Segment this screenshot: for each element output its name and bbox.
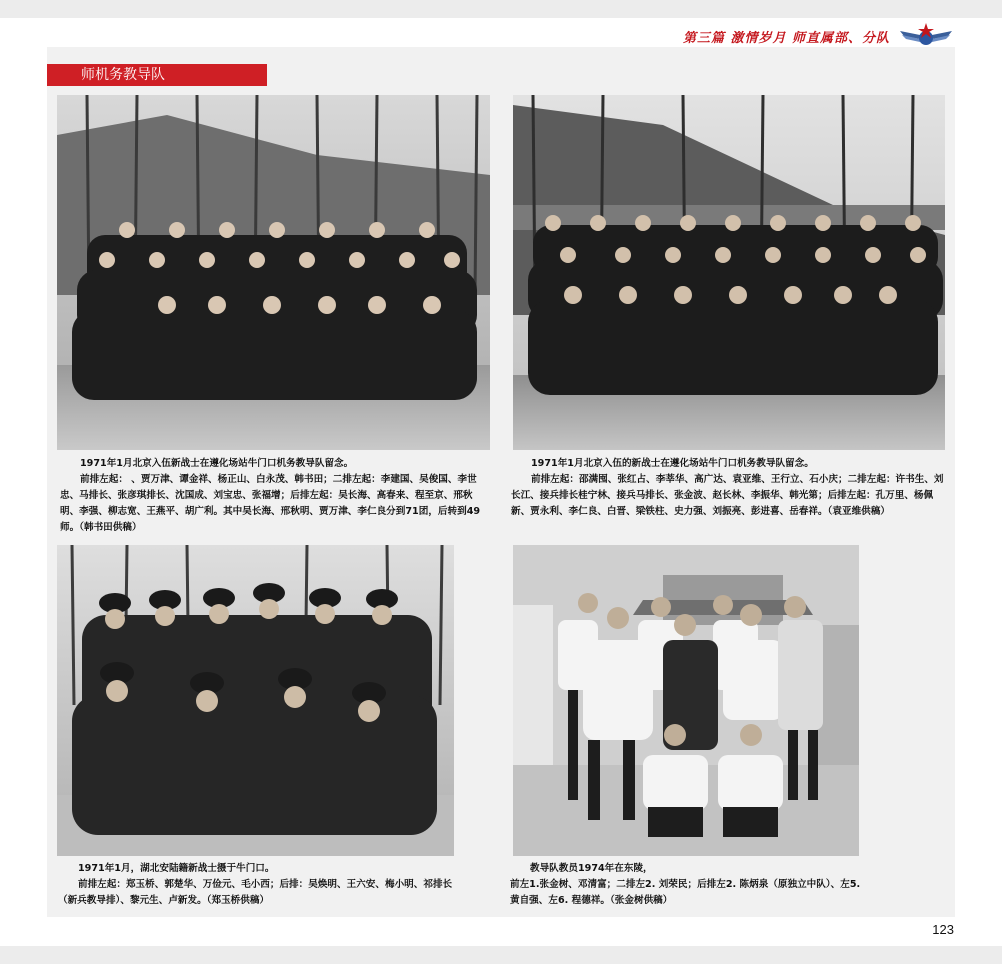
photo-2-caption [511, 456, 947, 520]
photo-1 [57, 95, 490, 450]
photo-2 [513, 95, 945, 450]
chapter-header: 第三篇 激情岁月 师直属部、分队 [682, 31, 890, 46]
section-title: 师机务教导队 [47, 64, 267, 86]
photo-3-caption-body: 前排左起：郑玉桥、郭楚华、万俭元、毛小西；后排：吴焕明、王六安、梅小明、祁排长（新兵教导排）、黎元生、卢新发。（郑玉桥供稿） [58, 879, 453, 906]
photo-4-caption-title: 教导队教员1974年在东陵， [530, 863, 653, 874]
photo-3-caption [58, 861, 458, 909]
photo-4-caption-body: 前左1.张金树、邓清富；二排左2. 刘荣民；后排左2. 陈炳泉（原独立中队）、左5. 黄自强、左6. 程德祥。（张金树供稿） [510, 879, 861, 906]
air-force-emblem-icon [898, 21, 954, 49]
photo-2-caption-title: 1971年1月北京入伍的新战士在遵化场站牛门口机务教导队留念。 [531, 458, 814, 469]
photo-4-caption [510, 861, 862, 909]
page-number: 123 [932, 922, 954, 937]
photo-3-caption-title: 1971年1月，湖北安陆籍新战士摄于牛门口。 [78, 863, 275, 874]
photo-1-caption-title: 1971年1月北京入伍新战士在遵化场站牛门口机务教导队留念。 [80, 458, 354, 469]
photo-3 [57, 545, 454, 856]
photo-2-caption-body: 前排左起：邵满囤、张红占、李莘华、高广达、袁亚维、王行立、石小庆；二排左起：许书生、刘长江、接兵排长桂宁林、接兵马排长、张金波、赵长林、李振华、韩光第；后排左起：孔万里、杨佩新、贾永利、李仁良、白晋、梁铁柱、史力强、刘振亮、彭进喜、岳春祥。（袁亚维供稿） [511, 474, 944, 517]
photo-4 [513, 545, 859, 856]
photo-1-caption [60, 456, 490, 536]
photo-1-caption-body: 前排左起： 、贾万津、谭金祥、杨正山、白永茂、韩书田；二排左起：李建国、吴俊国、李世忠、马排长、张彦琪排长、沈国成、刘宝忠、张福增；后排左起：吴长海、高春来、程至京、邢秋明、李强、柳志宽、王燕平、胡广利。其中吴长海、邢秋明、贾万津、李仁良分到71团，后转到49师。（韩书田供稿） [60, 474, 481, 533]
